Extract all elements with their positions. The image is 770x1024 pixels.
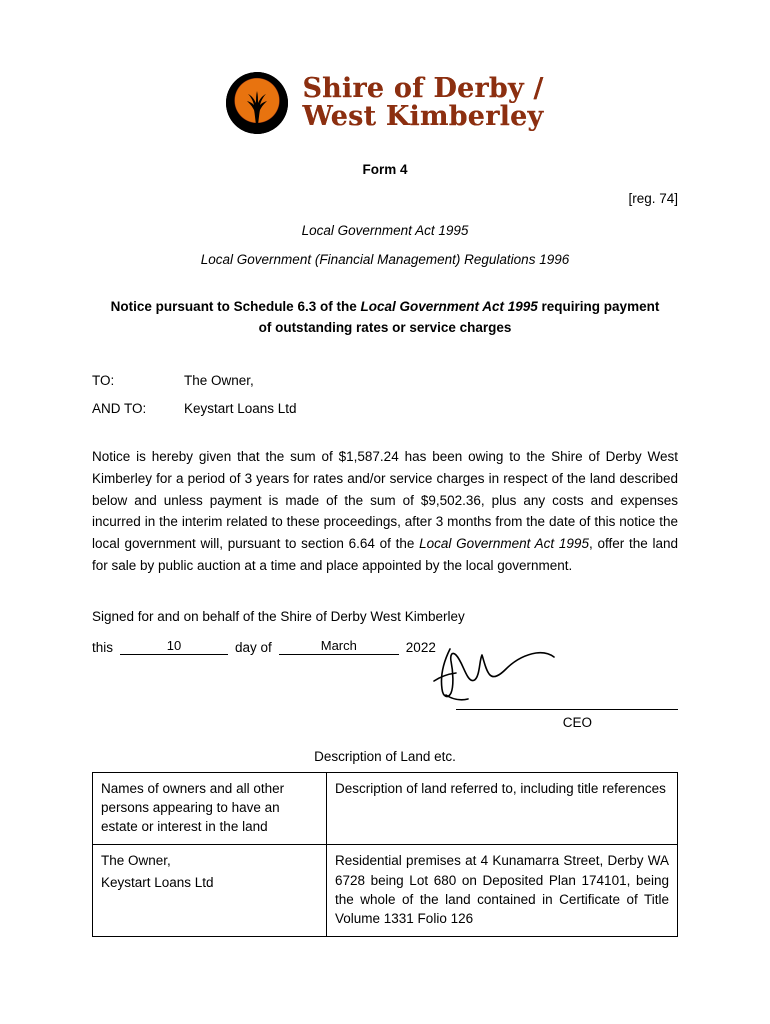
signature-image <box>426 641 586 703</box>
shire-logo <box>92 72 678 134</box>
land-description-table <box>92 772 678 937</box>
signature-rule <box>456 709 678 710</box>
notice-title-part1: Notice pursuant to Schedule 6.3 of the <box>110 299 361 314</box>
body-text-before-act: Notice is hereby given that the sum of $1,587.24 has been owing to the Shire of Derby West Kimberley for a period of 3 years for rates and/or service charges in respect of the land described below and unless payment is made of the sum of $9,502.36, plus any costs and expenses incurred in the interim related to these proceedings, after 3 months from the date of this notice the local government will, pursuant to section 6.64 of the <box>92 448 678 552</box>
table-row <box>93 845 678 937</box>
date-row <box>92 638 678 655</box>
month-field[interactable]: March <box>279 638 399 655</box>
day-field[interactable]: 10 <box>120 638 228 655</box>
table-header-row <box>93 773 678 845</box>
shire-logo-text <box>302 75 543 130</box>
form-number: Form 4 <box>362 162 408 177</box>
owner-line-1: The Owner, <box>101 853 171 869</box>
body-act-italic: Local Government Act 1995 <box>419 536 589 552</box>
addressee-label: TO: <box>92 372 115 388</box>
table-header-owners: Names of owners and all other persons appearing to have an estate or interest in the land <box>93 773 327 845</box>
addressee-row <box>92 401 678 416</box>
notice-body-paragraph <box>92 446 678 577</box>
signatory-title: CEO <box>562 715 592 730</box>
addressee-row <box>92 373 678 388</box>
addressee-value: Keystart Loans Ltd <box>184 400 297 416</box>
act-title-2: Local Government (Financial Management) Regulations 1996 <box>200 252 570 267</box>
addressee-value: The Owner, <box>184 372 254 388</box>
logo-line-1: Shire of Derby / <box>302 73 544 105</box>
signature-area <box>92 657 678 735</box>
day-of-label: day of <box>235 640 272 655</box>
land-table-heading: Description of Land etc. <box>314 749 456 764</box>
regulation-reference: [reg. 74] <box>628 191 678 206</box>
notice-title-act: Local Government Act 1995 <box>360 299 538 314</box>
logo-line-2: West Kimberley <box>302 101 544 132</box>
boab-tree-sun-logo-icon <box>226 72 288 134</box>
addressee-block <box>92 373 678 416</box>
table-cell-owners <box>93 845 327 937</box>
body-text-after-act: , offer the land for sale by public auction at a time and place appointed by the local government. <box>92 536 678 574</box>
owner-line-2: Keystart Loans Ltd <box>101 874 214 890</box>
notice-title <box>92 297 678 339</box>
addressee-label: AND TO: <box>92 400 147 416</box>
act-title-1: Local Government Act 1995 <box>301 223 469 238</box>
notice-title-part2: requiring payment of outstanding rates or service charges <box>258 299 660 335</box>
year-field[interactable]: 2022 <box>405 640 436 655</box>
signed-for-line: Signed for and on behalf of the Shire of Derby West Kimberley <box>92 609 465 624</box>
this-label: this <box>92 640 114 655</box>
table-cell-description: Residential premises at 4 Kunamarra Street, Derby WA 6728 being Lot 680 on Deposited Plan 174101, being the whole of the land contained in Certificate of Title Volume 1331 Folio 126 <box>327 845 678 937</box>
table-header-description: Description of land referred to, including title references <box>327 773 678 845</box>
